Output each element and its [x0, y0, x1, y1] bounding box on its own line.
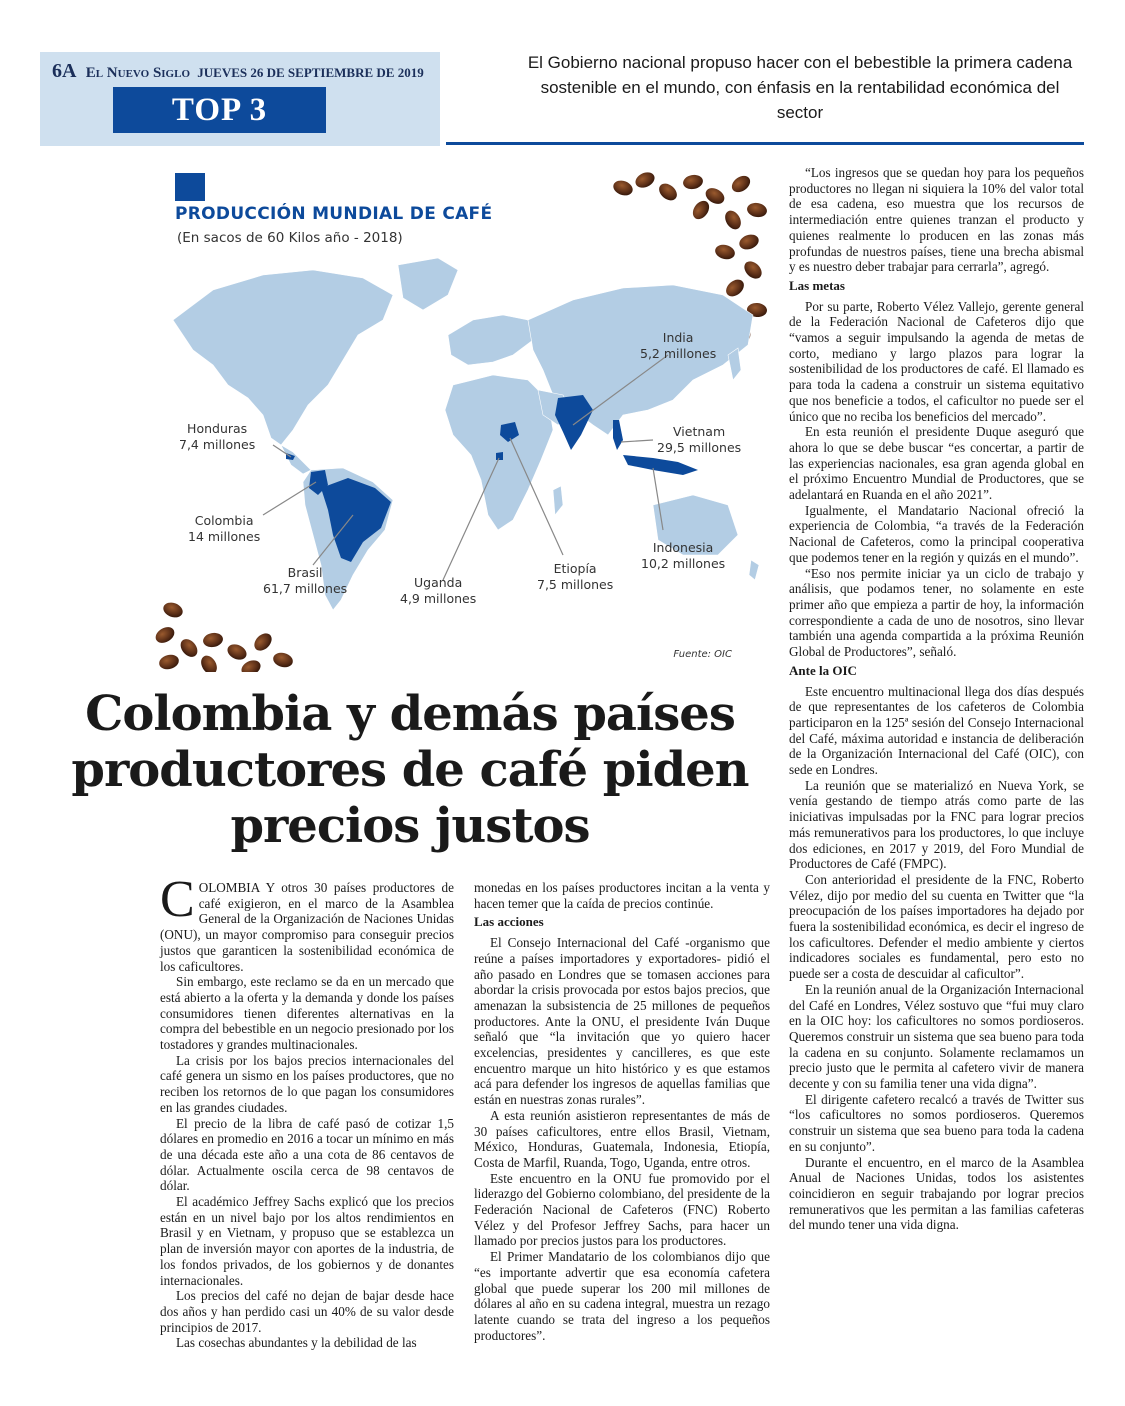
uganda-shape [496, 452, 503, 460]
publication-name: El Nuevo Siglo [85, 65, 191, 81]
paragraph: Los precios del café no dejan de bajar desde hace dos años y han perdido casi un 40% de su valor desde principios de 2017. [160, 1288, 454, 1335]
label-uganda: Uganda 4,9 millones [400, 575, 477, 606]
label-brasil: Brasil 61,7 millones [263, 565, 348, 596]
label-honduras: Honduras 7,4 millones [179, 421, 256, 452]
subheading: Ante la OIC [789, 662, 857, 678]
paragraph: Sin embargo, este reclamo se da en un mercado que está abierto a la oferta y la demanda y donde los países consumidores tienen diferentes alternativas en la compra del bebestible en un negocio presionado por los tostadores y grandes multinacionales. [160, 974, 454, 1053]
paragraph: Las cosechas abundantes y la debilidad de las [176, 1335, 417, 1351]
infographic-subtitle: (En sacos de 60 Kilos año - 2018) [177, 230, 403, 246]
subheading: Las metas [789, 277, 845, 293]
section-label: TOP 3 [113, 87, 326, 133]
infographic-title: PRODUCCIÓN MUNDIAL DE CAFÉ [175, 204, 493, 224]
paragraph: Durante el encuentro, en el marco de la Asamblea Anual de Naciones Unidas, todos los asistentes coincidieron en seguir trabajando por lograr precios remunerativos que les permitan a las familias cafeteras del mundo tener una vida digna. [789, 1154, 1084, 1233]
body-column-2 [474, 880, 770, 1343]
issue-date: JUEVES 26 DE SEPTIEMBRE DE 2019 [197, 65, 424, 80]
lead-paragraph: COLOMBIA Y otros 30 países productores de café exigieron, en el marco de la Asamblea General de la Organización de Naciones Unidas (ONU), un mayor compromiso para conseguir precios justos que garanticen la sostenibilidad económica de los caficultores. [160, 871, 454, 974]
drop-cap: C [160, 871, 195, 928]
body-column-3 [789, 165, 1084, 1233]
paragraph: Con anterioridad el presidente de la FNC, Roberto Vélez, dijo por medio del su cuenta en Twitter que “la preocupación de los países importadores ha dejado por fuera la sostenibilidad económica, es decir el ingreso de los caficultores. Defender el medio ambiente y ciertos indicadores sociales es fundamental, pero esto no puede ser a costa de descuidar al caficultor”. [789, 871, 1084, 982]
paragraph: monedas en los países productores incitan a la venta y hacen temer que la caída de precios continúe. [474, 880, 770, 911]
india-shape [555, 395, 593, 450]
coffee-production-infographic [153, 170, 768, 672]
title-marker [175, 173, 205, 201]
article-deck: El Gobierno nacional propuso hacer con el bebestible la primera cadena sostenible en el mundo, con énfasis en la rentabilidad económica del sector [527, 53, 1073, 122]
paragraph: El Consejo Internacional del Café -organismo que reúne a países importadores y exportadores- pidió el año pasado en Londres que se tomasen acciones para abordar la crisis provocada por estos bajos precios, que amenazan la subsistencia de 25 millones de pequeños productores. Ante la ONU, el presidente Iván Duque señaló que “la invitación que yo quiero hacer excelencias, presidentes y cancilleres, es que este encuentro marque un hito histórico y es que estamos acá para defender los ingresos de aquellas familias que están en nuestras zonas rurales”. [474, 935, 770, 1108]
paragraph: El Primer Mandatario de los colombianos dijo que “es importante advertir que esa economía cafetera global que puede superar los 200 mil millones de dólares al año en su cadena integral, muestra un rezago latente cuando se trata del ingreso a los pequeños productores”. [474, 1249, 770, 1343]
paragraph: Este encuentro en la ONU fue promovido por el liderazgo del Gobierno colombiano, del presidente de la Federación Nacional de Cafeteros (FNC) Roberto Vélez y del Profesor Jeffrey Sachs, para hacer un llamado por precios justos para los productores. [474, 1170, 770, 1249]
label-etiopia: Etiopía 7,5 millones [537, 561, 614, 592]
body-column-1 [160, 871, 454, 1351]
paragraph: Por su parte, Roberto Vélez Vallejo, gerente general de la Federación Nacional de Cafeteros dijo que “vamos a seguir impulsando la agenda de metas de corto, mediano y largo plazos para lograr la sostenibilidad de los productores de café. El llamado es para toda la cadena a construir un sistema equitativo que nos beneficie a todos, el caficultor no puede ser el único que no reciba los beneficios del mercado”. [789, 298, 1084, 424]
paragraph: La reunión que se materializó en Nueva York, se venía gestando de tiempo atrás como parte de las iniciativas impulsadas por la FNC para lograr precios más remunerativos para los productores, lo que incluye dos ediciones, en 2017 y 2019, del Foro Mundial de Productores de Café (FMPC). [789, 777, 1084, 872]
infographic-source: Fuente: OIC [673, 649, 732, 660]
label-colombia: Colombia 14 millones [188, 513, 261, 544]
vietnam-shape [613, 420, 623, 450]
paragraph: El dirigente cafetero recalcó a través de Twitter sus “los caficultores no somos pordioseros. Queremos construir un sistema que sea bueno para toda la cadena en su conjunto”. [789, 1091, 1084, 1154]
paragraph: Igualmente, el Mandatario Nacional ofreció la experiencia de Colombia, “a través de la Federación Nacional de Cafeteros, como la principal cooperativa que podemos tener en la región y quizás en el mundo”. [789, 502, 1084, 565]
paragraph: La crisis por los bajos precios internacionales del café genera un sismo en los países productores, que no reciben los retornos de lo que pagan los consumidores en las grandes ciudades. [160, 1052, 454, 1115]
paragraph: “Los ingresos que se quedan hoy para los pequeños productores no llegan ni siquiera la 10% del valor total de esa cadena, eso muestra que los recursos de intermediación entre quienes tranzan el producto y quienes realmente lo producen en las zonas más profundas de nuestros países, tiene una brecha abismal y es nuestro deber trabajar para cerrarla”, agregó. [789, 165, 1084, 275]
label-india: India 5,2 millones [640, 330, 717, 361]
paragraph: Este encuentro multinacional llega dos días después de que representantes de los cafeteros de Colombia participaron en la 125ª sesión del Consejo Internacional del Café, máxima autoridad e instancia de deliberación de la Organización Internacional del Café (OIC), con sede en Londres. [789, 683, 1084, 778]
paragraph: “Eso nos permite iniciar ya un ciclo de trabajo y análisis, que podamos tener, no solamente en este primer año que empieza a partir de hoy, la información correspondiente a cada de uno de nosotros, sino llevar también una agenda compartida a la próxima Reunión Global de Productores”, señaló. [789, 565, 1084, 660]
article-headline: Colombia y demás países productores de café piden precios justos [71, 686, 749, 854]
paragraph: En la reunión anual de la Organización Internacional del Café en Londres, Vélez sostuvo que “fui muy claro en la OIC hoy: los caficultores no somos pordioseros. Queremos construir un sistema que sea bueno para toda la cadena en su conjunto. Solamente reclamamos un precio justo que le permita al cafetero vivir de manera decente y con su familia tener una vida digna”. [789, 981, 1084, 1092]
paragraph: El precio de la libra de café pasó de cotizar 1,5 dólares en promedio en 2016 a tocar un mínimo en más de una década este año a una cota de 86 centavos de dólar. Actualmente oscila cerca de 98 centavos de dólar. [160, 1115, 454, 1194]
paragraph: A esta reunión asistieron representantes de más de 30 países caficultores, entre ellos Brasil, Vietnam, México, Honduras, Guatemala, Indonesia, Etiopía, Costa de Marfil, Ruanda, Togo, Uganda, entre otros. [474, 1107, 770, 1170]
page-number: 6A [52, 60, 77, 82]
header-rule [446, 142, 1084, 145]
lead-word: OLOMBIA [198, 880, 260, 895]
indonesia-shape [623, 455, 698, 475]
folio [52, 60, 424, 83]
paragraph: En esta reunión el presidente Duque aseguró que ahora lo que se debe buscar “es concertar, a partir de las experiencias nacionales, esa gran agenda global en el próximo Encuentro Mundial de Productores, que se adelantará en Ruanda en el año 2021”. [789, 424, 1084, 503]
paragraph: El académico Jeffrey Sachs explicó que los precios están en un nivel bajo por los altos rendimientos en Brasil y en Vietnam, y propuso que se establezca un plan de inversión mayor con aportes de la industria, de los fondos privados, de los gobiernos y de donantes internacionales. [160, 1194, 454, 1288]
label-vietnam: Vietnam 29,5 millones [657, 424, 742, 455]
label-indonesia: Indonesia 10,2 millones [641, 540, 726, 571]
subheading: Las acciones [474, 914, 544, 930]
